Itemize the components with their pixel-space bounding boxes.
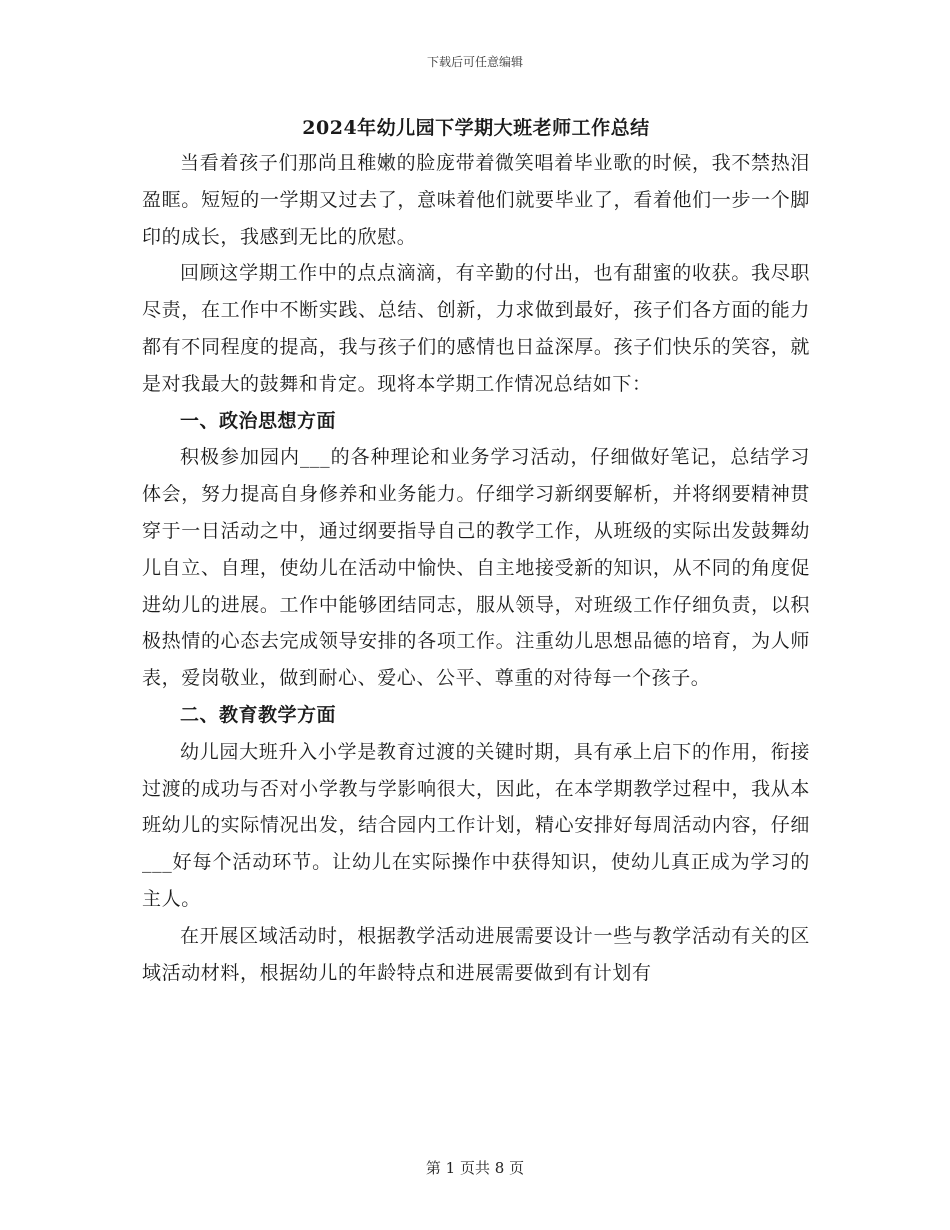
section-teaching-paragraph-1: 幼儿园大班升入小学是教育过渡的关键时期，具有承上启下的作用，衔接过渡的成功与否对小学教与学影响很大，因此，在本学期教学过程中，我从本班幼儿的实际情况出发，结合园内工作计划，精心安排好每周活动内容，仔细___好每个活动环节。让幼儿在实际操作中获得知识，使幼儿真正成为学习的主人。 [142,740,810,910]
intro-paragraph-1: 当看着孩子们那尚且稚嫩的脸庞带着微笑唱着毕业歌的时候，我不禁热泪盈眶。短短的一学期又过去了，意味着他们就要毕业了，看着他们一步一个脚印的成长，我感到无比的欣慰。 [142,152,810,248]
document-title: 2024年幼儿园下学期大班老师工作总结 [302,117,650,139]
header-note: 下载后可任意编辑 [426,55,523,69]
document-body [142,113,810,991]
section-heading-political: 一、政治思想方面 [180,409,337,432]
intro-paragraph-2: 回顾这学期工作中的点点滴滴，有辛勤的付出，也有甜蜜的收获。我尽职尽责，在工作中不断实践、总结、创新，力求做到最好，孩子们各方面的能力都有不同程度的提高，我与孩子们的感情也日益深厚。孩子们快乐的笑容，就是对我最大的鼓舞和肯定。现将本学期工作情况总结如下： [142,262,810,395]
section-political-paragraph-1: 积极参加园内___的各种理论和业务学习活动，仔细做好笔记，总结学习体会，努力提高自身修养和业务能力。仔细学习新纲要解析，并将纲要精神贯穿于一日活动之中，通过纲要指导自己的教学工作，从班级的实际出发鼓舞幼儿自立、自理，使幼儿在活动中愉快、自主地接受新的知识，从不同的角度促进幼儿的进展。工作中能够团结同志，服从领导，对班级工作仔细负责，以积极热情的心态去完成领导安排的各项工作。注重幼儿思想品德的培育，为人师表，爱岗敬业，做到耐心、爱心、公平、尊重的对待每一个孩子。 [142,446,810,690]
section-heading-teaching: 二、教育教学方面 [180,703,337,726]
section-teaching-paragraph-2: 在开展区域活动时，根据教学活动进展需要设计一些与教学活动有关的区域活动材料，根据幼儿的年龄特点和进展需要做到有计划有 [142,924,810,984]
page-number: 第 1 页共 8 页 [425,1159,525,1177]
